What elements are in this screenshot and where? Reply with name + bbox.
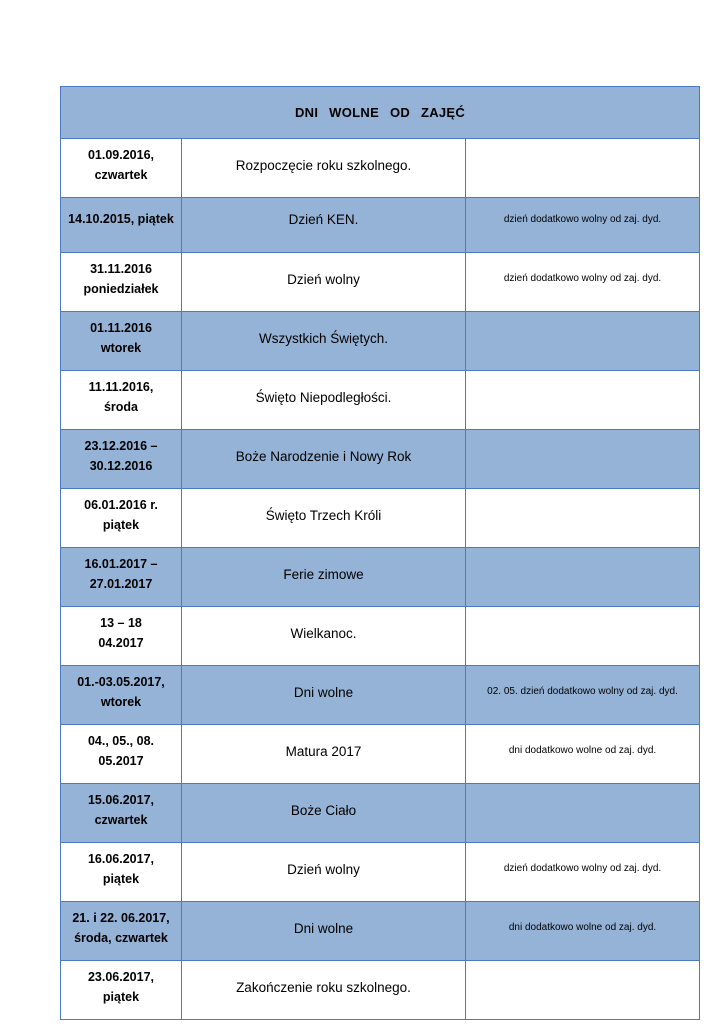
date-line: 01.09.2016,: [87, 148, 155, 162]
note-cell: [466, 430, 700, 489]
date-line: czwartek: [94, 168, 148, 182]
table-row: [61, 725, 700, 784]
date-line: 11.11.2016,: [88, 380, 154, 394]
date-line: piątek: [102, 518, 140, 532]
event-name-cell: Wszystkich Świętych.: [182, 312, 466, 371]
date-cell: [61, 139, 182, 198]
date-cell: [61, 312, 182, 371]
table-row: [61, 198, 700, 253]
note-cell: dzień dodatkowo wolny od zaj. dyd.: [466, 843, 700, 902]
date-line: 23.12.2016 –: [84, 439, 158, 453]
event-name-cell: Święto Trzech Króli: [182, 489, 466, 548]
date-line: 15.06.2017,: [87, 793, 155, 807]
date-line: 05.2017: [98, 754, 144, 768]
date-line: 31.11.2016: [90, 262, 152, 276]
table-header-row: [61, 87, 700, 139]
table-row: [61, 430, 700, 489]
date-cell: [61, 784, 182, 843]
date-line: 23.06.2017,: [87, 970, 155, 984]
date-line: 06.01.2016 r.: [84, 498, 158, 512]
date-line: 04.2017: [98, 636, 144, 650]
table-row: [61, 961, 700, 1020]
date-line: poniedziałek: [83, 282, 159, 296]
table-row: [61, 666, 700, 725]
date-line: 27.01.2017: [89, 577, 153, 591]
event-name-cell: Rozpoczęcie roku szkolnego.: [182, 139, 466, 198]
date-line: czwartek: [94, 813, 148, 827]
days-off-table: [60, 86, 700, 1020]
event-name-cell: Święto Niepodległości.: [182, 371, 466, 430]
date-line: wtorek: [100, 341, 142, 355]
note-cell: dzień dodatkowo wolny od zaj. dyd.: [466, 198, 700, 253]
date-line: 14.10.2015, piątek: [68, 212, 174, 226]
date-line: środa, czwartek: [74, 931, 168, 945]
event-name-cell: Dzień wolny: [182, 843, 466, 902]
date-cell: [61, 430, 182, 489]
date-cell: [61, 489, 182, 548]
date-line: 30.12.2016: [89, 459, 153, 473]
table-row: [61, 253, 700, 312]
table-row: [61, 139, 700, 198]
note-cell: [466, 489, 700, 548]
event-name-cell: Dni wolne: [182, 666, 466, 725]
table-row: [61, 843, 700, 902]
event-name-cell: Dzień wolny: [182, 253, 466, 312]
table-row: [61, 784, 700, 843]
date-line: 01.11.2016: [90, 321, 152, 335]
date-cell: [61, 607, 182, 666]
note-cell: [466, 548, 700, 607]
event-name-cell: Zakończenie roku szkolnego.: [182, 961, 466, 1020]
date-line: piątek: [102, 872, 140, 886]
date-cell: [61, 371, 182, 430]
note-cell: [466, 312, 700, 371]
note-cell: [466, 139, 700, 198]
table-title: DNI WOLNE OD ZAJĘĆ: [61, 87, 700, 139]
date-line: 21. i 22. 06.2017,: [72, 911, 170, 925]
table-row: [61, 548, 700, 607]
date-line: 16.06.2017,: [87, 852, 155, 866]
table-row: [61, 489, 700, 548]
note-cell: [466, 607, 700, 666]
event-name-cell: Wielkanoc.: [182, 607, 466, 666]
date-cell: [61, 666, 182, 725]
date-line: środa: [103, 400, 139, 414]
table-row: [61, 312, 700, 371]
note-cell: dzień dodatkowo wolny od zaj. dyd.: [466, 253, 700, 312]
event-name-cell: Matura 2017: [182, 725, 466, 784]
table-row: [61, 902, 700, 961]
date-line: wtorek: [100, 695, 142, 709]
date-line: 04., 05., 08.: [87, 734, 155, 748]
event-name-cell: Boże Ciało: [182, 784, 466, 843]
table-row: [61, 607, 700, 666]
date-cell: [61, 843, 182, 902]
table-row: [61, 371, 700, 430]
note-cell: [466, 961, 700, 1020]
date-line: 16.01.2017 –: [84, 557, 158, 571]
date-line: 01.-03.05.2017,: [77, 675, 165, 689]
event-name-cell: Dzień KEN.: [182, 198, 466, 253]
note-cell: [466, 784, 700, 843]
note-cell: dni dodatkowo wolne od zaj. dyd.: [466, 725, 700, 784]
note-cell: dni dodatkowo wolne od zaj. dyd.: [466, 902, 700, 961]
date-cell: [61, 548, 182, 607]
event-name-cell: Boże Narodzenie i Nowy Rok: [182, 430, 466, 489]
date-cell: [61, 961, 182, 1020]
date-cell: [61, 198, 182, 253]
date-cell: [61, 253, 182, 312]
date-cell: [61, 902, 182, 961]
date-line: 13 – 18: [100, 616, 142, 630]
date-line: piątek: [102, 990, 140, 1004]
event-name-cell: Ferie zimowe: [182, 548, 466, 607]
event-name-cell: Dni wolne: [182, 902, 466, 961]
note-cell: 02. 05. dzień dodatkowo wolny od zaj. dyd.: [466, 666, 700, 725]
note-cell: [466, 371, 700, 430]
date-cell: [61, 725, 182, 784]
